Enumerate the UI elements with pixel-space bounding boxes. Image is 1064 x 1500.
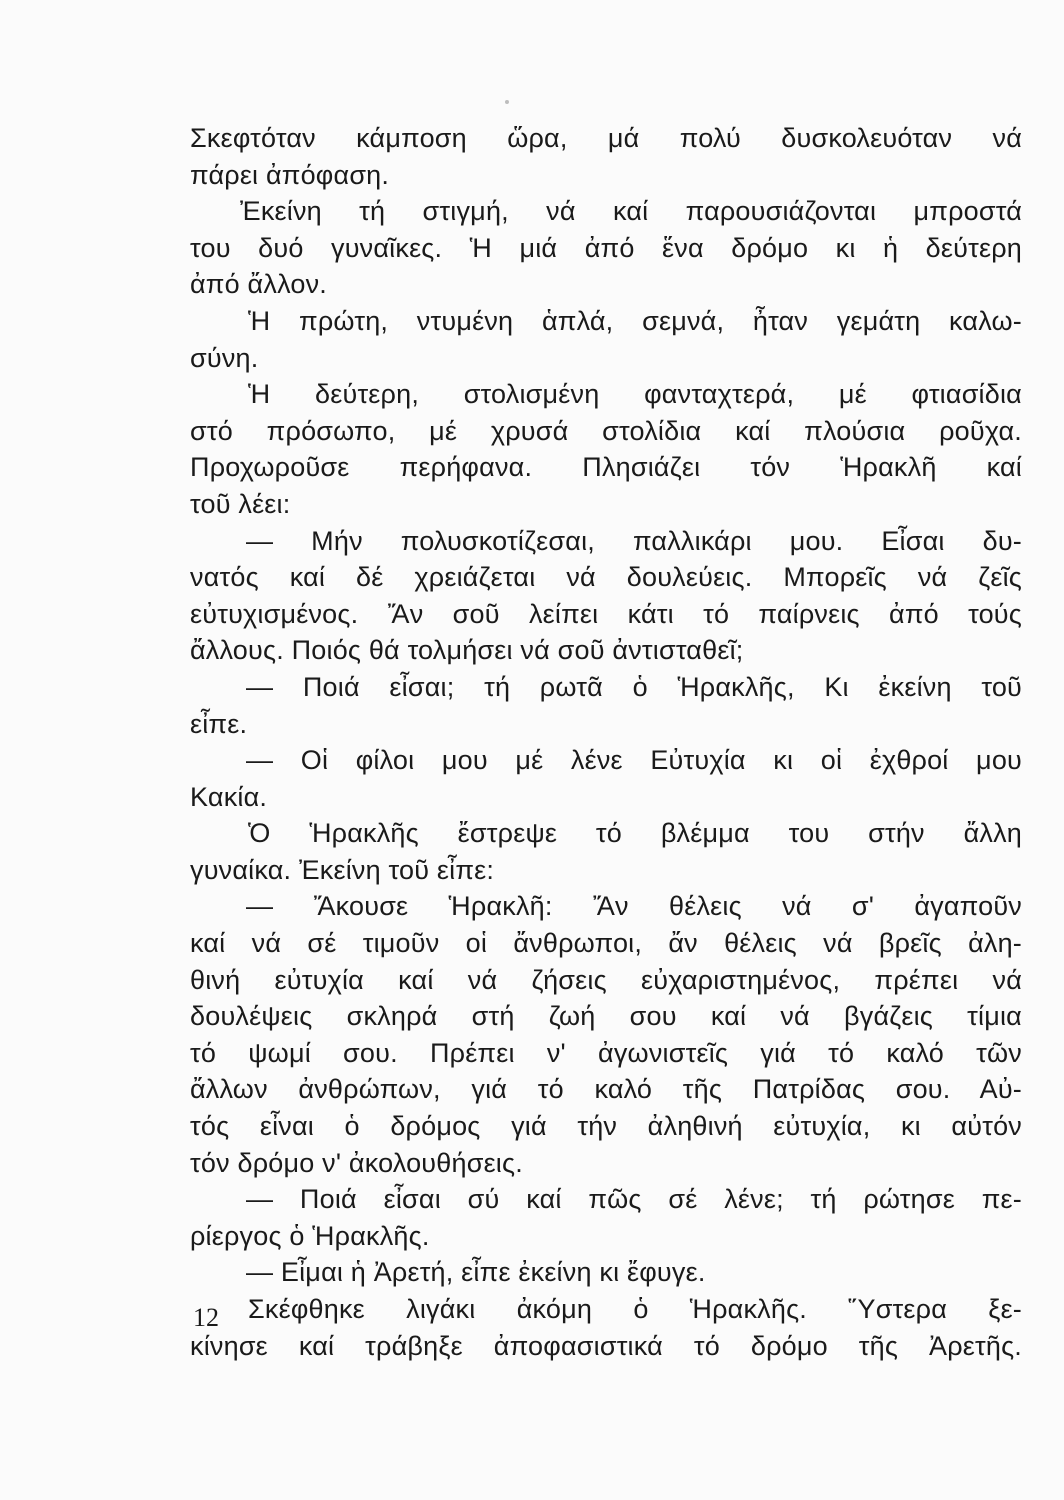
text-line: ρίεργος ὁ Ἡρακλῆς. [190, 1220, 430, 1251]
text-line: πάρει ἀπόφαση. [190, 159, 390, 190]
text-line: τοῦ λέει: [190, 488, 291, 519]
text-line: κίνησε καί τράβηξε ἀποφασιστικά τό δρόμο τῆς Ἀρετῆς. [190, 1330, 1022, 1361]
text-line: ἀπό ἄλλον. [190, 269, 327, 300]
text-line: — Μήν πολυσκοτίζεσαι, παλλικάρι μου. Εἶσαι δυ- [246, 525, 1022, 556]
text-line: Κακία. [190, 781, 268, 812]
text-line: Ὁ Ἡρακλῆς ἔστρεψε τό βλέμμα του στήν ἄλλη [248, 818, 1022, 849]
text-line: εὐτυχισμένος. Ἄν σοῦ λείπει κάτι τό παίρνεις ἀπό τούς [190, 598, 1022, 629]
text-line: του δυό γυναῖκες. Ἡ μιά ἀπό ἕνα δρόμο κι ἡ δεύτερη [190, 232, 1022, 263]
page-number: 12 [193, 1303, 219, 1332]
text-line: — Ποιά εἶσαι; τή ρωτᾶ ὁ Ἡρακλῆς, Κι ἐκείνη τοῦ [246, 671, 1022, 702]
text-line: τός εἶναι ὁ δρόμος γιά τήν ἀληθινή εὐτυχία, κι αὐτόν [190, 1111, 1022, 1142]
text-line: Σκέφθηκε λιγάκι ἀκόμη ὁ Ἡρακλῆς. Ὕστερα ξε- [248, 1294, 1022, 1324]
paper-speck [505, 100, 509, 104]
text-line: καί νά σέ τιμοῦν οἱ ἄνθρωποι, ἄν θέλεις νά βρεῖς ἀλη- [190, 928, 1022, 959]
text-line: στό πρόσωπο, μέ χρυσά στολίδια καί πλούσια ροῦχα. [190, 415, 1022, 446]
text-line: ἄλλους. Ποιός θά τολμήσει νά σοῦ ἀντισταθεῖ; [190, 635, 744, 666]
text-line: γυναίκα. Ἐκείνη τοῦ εἶπε: [190, 854, 495, 885]
text-line: Ἡ πρώτη, ντυμένη ἁπλά, σεμνά, ἦταν γεμάτη καλω- [248, 305, 1022, 336]
text-line: Σκεφτόταν κάμποση ὥρα, μά πολύ δυσκολευόταν νά [190, 123, 1022, 153]
text-line: δουλέψεις σκληρά στή ζωή σου καί νά βγάζεις τίμια [190, 1001, 1022, 1032]
text-line: — Ἄκουσε Ἡρακλῆ: Ἄν θέλεις νά σ' ἀγαποῦν [246, 891, 1022, 922]
text-line: σύνη. [190, 342, 259, 373]
text-line: ἄλλων ἀνθρώπων, γιά τό καλό τῆς Πατρίδας σου. Αὐ- [190, 1074, 1022, 1105]
text-line: Ἡ δεύτερη, στολισμένη φανταχτερά, μέ φτιασίδια [248, 379, 1022, 410]
text-line: Προχωροῦσε περήφανα. Πλησιάζει τόν Ἡρακλῆ καί [190, 452, 1022, 483]
text-line: θινή εὐτυχία καί νά ζήσεις εὐχαριστημένος, πρέπει νά [190, 964, 1022, 995]
text-line: Ἐκείνη τή στιγμή, νά καί παρουσιάζονται μπροστά [240, 196, 1022, 227]
text-line: — Εἶμαι ἡ Ἀρετή, εἶπε ἐκείνη κι ἔφυγε. [246, 1257, 706, 1288]
text-line: — Οἱ φίλοι μου μέ λένε Εὐτυχία κι οἱ ἐχθροί μου [246, 745, 1022, 776]
text-line: — Ποιά εἶσαι σύ καί πῶς σέ λένε; τή ρώτησε πε- [246, 1184, 1022, 1215]
body-text [190, 120, 1022, 1364]
text-line: νατός καί δέ χρειάζεται νά δουλεύεις. Μπορεῖς νά ζεῖς [190, 562, 1022, 593]
text-line: τό ψωμί σου. Πρέπει ν' ἀγωνιστεῖς γιά τό καλό τῶν [190, 1037, 1022, 1068]
text-line: τόν δρόμο ν' ἀκολουθήσεις. [190, 1147, 523, 1178]
text-line: εἶπε. [190, 708, 248, 739]
